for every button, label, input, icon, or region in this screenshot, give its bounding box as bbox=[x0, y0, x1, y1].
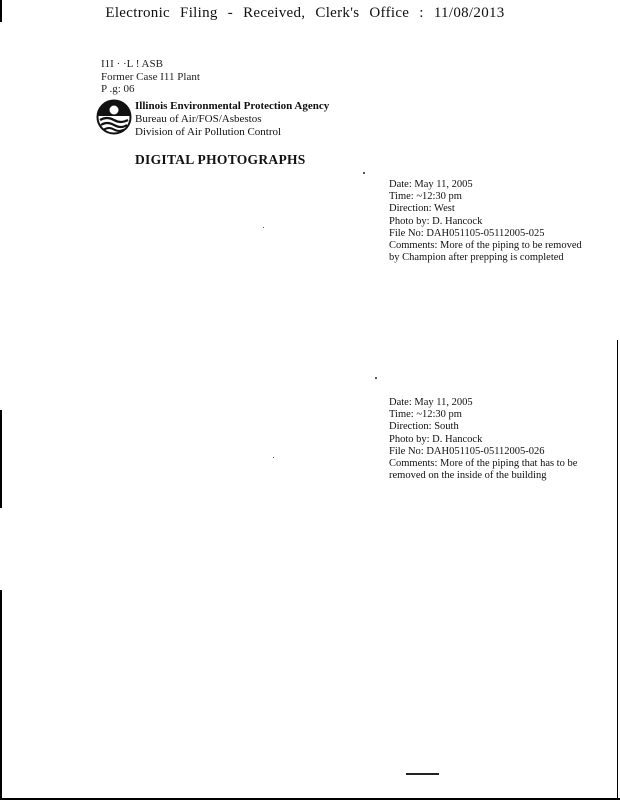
scan-speck bbox=[363, 172, 365, 174]
photo-time: Time: ~12:30 pm bbox=[389, 409, 462, 421]
photo-comments-continued: removed on the inside of the building bbox=[389, 470, 547, 482]
footer-rule bbox=[406, 773, 439, 775]
scan-edge-left-middle bbox=[0, 410, 2, 508]
photo-comments-continued: by Champion after prepping is completed bbox=[389, 252, 564, 264]
photo-time: Time: ~12:30 pm bbox=[389, 191, 462, 203]
photo-direction: Direction: West bbox=[389, 203, 455, 215]
photo-photographer: Photo by: D. Hancock bbox=[389, 215, 483, 227]
case-reference-block bbox=[101, 58, 200, 96]
agency-name: Illinois Environmental Protection Agency bbox=[135, 100, 330, 112]
scan-speck bbox=[273, 457, 274, 458]
photo-comments: Comments: More of the piping that has to be bbox=[389, 458, 578, 470]
photo-direction: Direction: South bbox=[389, 421, 459, 433]
photo-comments: Comments: More of the piping to be removed bbox=[389, 240, 582, 252]
agency-logo-icon bbox=[96, 99, 132, 140]
filing-stamp-header: Electronic Filing - Received, Clerk's Office : 11/08/2013 bbox=[105, 5, 505, 21]
photo-photographer: Photo by: D. Hancock bbox=[389, 433, 483, 445]
case-id-line: I1I · ·L ! ASB bbox=[101, 58, 163, 70]
case-name-line: Former Case I11 Plant bbox=[101, 70, 200, 83]
page-number-line: P .g: 06 bbox=[101, 83, 135, 95]
photo-file-number: File No: DAH051105-05112005-025 bbox=[389, 227, 545, 239]
agency-division: Division of Air Pollution Control bbox=[135, 126, 282, 138]
photo-info-2 bbox=[389, 397, 577, 482]
photo-date: Date: May 11, 2005 bbox=[389, 179, 473, 190]
agency-bureau: Bureau of Air/FOS/Asbestos bbox=[135, 113, 262, 125]
scan-edge-right bbox=[617, 340, 618, 798]
scan-speck bbox=[263, 227, 264, 228]
scan-edge-left-bottom bbox=[0, 590, 2, 800]
photo-info-1 bbox=[389, 179, 582, 264]
scan-speck bbox=[375, 377, 377, 379]
photo-file-number: File No: DAH051105-05112005-026 bbox=[389, 445, 545, 457]
section-title: DIGITAL PHOTOGRAPHS bbox=[135, 152, 306, 167]
photo-date: Date: May 11, 2005 bbox=[389, 397, 473, 408]
agency-block bbox=[135, 100, 329, 139]
